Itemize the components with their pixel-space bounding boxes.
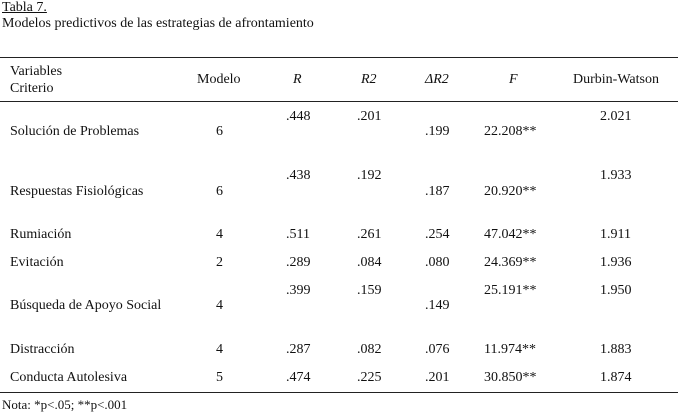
row-variable: Solución de Problemas [10,124,140,139]
row-variable: Evitación [10,255,64,270]
row-delta-r2: .076 [425,342,450,357]
row-modelo: 6 [216,124,223,139]
row-dw: 1.883 [600,342,632,357]
row-variable: Distracción [10,342,75,357]
row-delta-r2: .187 [425,184,450,199]
row-delta-r2: .201 [425,370,450,385]
row-r2: .225 [357,370,382,385]
table-note: Nota: *p<.05; **p<.001 [2,397,128,412]
row-r2: .084 [357,255,382,270]
top-rule [0,57,678,58]
row-r2: .159 [357,283,382,298]
row-variable: Respuestas Fisiológicas [10,184,144,199]
row-f: 30.850** [484,370,537,385]
row-dw: 1.911 [600,227,631,242]
row-r: .511 [286,227,310,242]
row-modelo: 4 [216,342,223,357]
row-dw: 1.933 [600,168,632,183]
row-modelo: 5 [216,370,223,385]
row-delta-r2: .199 [425,124,450,139]
header-criterio: Criterio [10,81,54,96]
row-modelo: 4 [216,298,223,313]
row-r: .399 [286,283,311,298]
row-r: .287 [286,342,311,357]
row-dw: 1.950 [600,283,632,298]
row-r2: .261 [357,227,382,242]
table-subtitle: Modelos predictivos de las estrategias de afrontamiento [2,16,314,31]
row-variable: Rumiación [10,227,72,242]
bottom-rule [0,392,678,393]
row-r: .448 [286,109,311,124]
row-f: 47.042** [484,227,537,242]
row-r: .438 [286,168,311,183]
header-f: F [509,72,518,87]
header-variables: Variables [10,64,63,79]
header-rule [0,101,678,102]
row-f: 22.208** [484,124,537,139]
row-r2: .082 [357,342,382,357]
row-r2: .192 [357,168,382,183]
header-r2: R2 [361,72,377,87]
row-f: 11.974** [484,342,536,357]
row-variable: Búsqueda de Apoyo Social [10,298,162,313]
row-dw: 1.936 [600,255,632,270]
row-dw: 2.021 [600,109,632,124]
header-modelo: Modelo [197,72,241,87]
row-modelo: 6 [216,184,223,199]
row-r: .289 [286,255,311,270]
row-f: 25.191** [484,283,537,298]
row-delta-r2: .254 [425,227,450,242]
row-modelo: 2 [216,255,223,270]
header-durbin-watson: Durbin-Watson [573,72,659,87]
table-title: Tabla 7. [2,0,47,15]
row-delta-r2: .080 [425,255,450,270]
header-delta-r2: ΔR2 [425,72,449,87]
row-f: 24.369** [484,255,537,270]
row-dw: 1.874 [600,370,632,385]
row-f: 20.920** [484,184,537,199]
row-r: .474 [286,370,311,385]
row-modelo: 4 [216,227,223,242]
row-variable: Conducta Autolesiva [10,370,128,385]
row-delta-r2: .149 [425,298,450,313]
header-r: R [293,72,302,87]
row-r2: .201 [357,109,382,124]
